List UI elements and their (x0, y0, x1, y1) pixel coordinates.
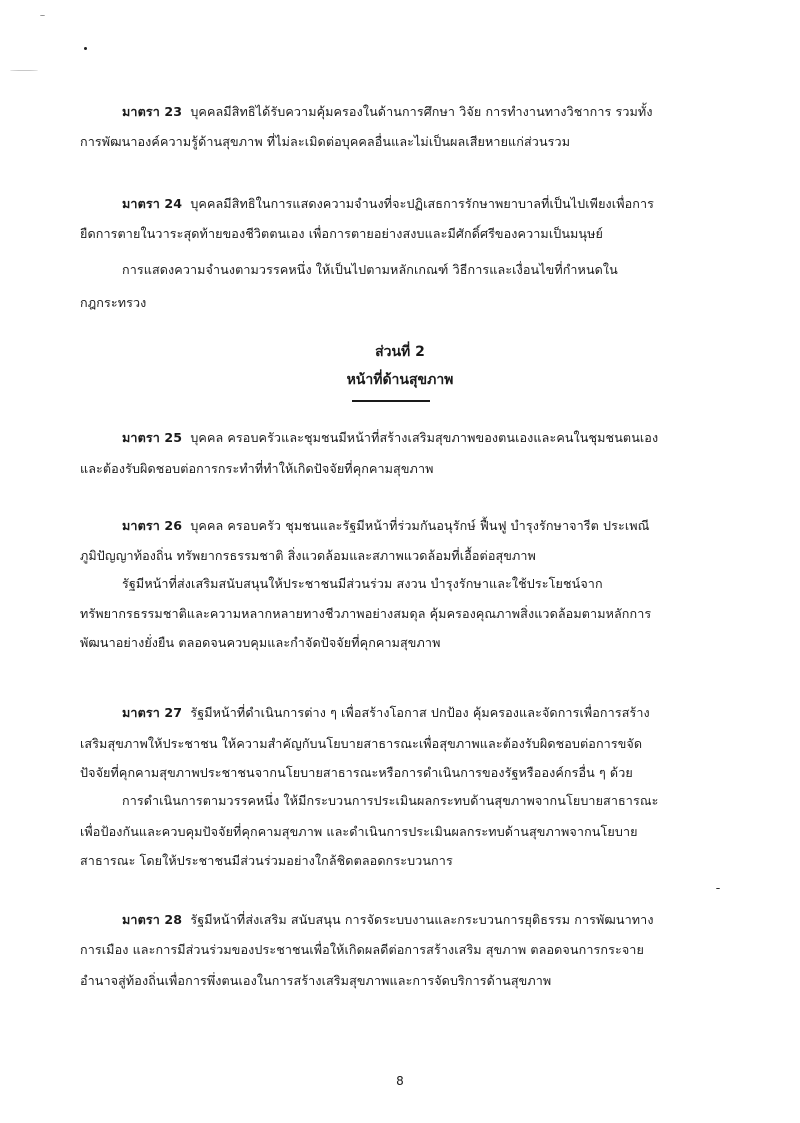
article-25-line-2: และต้องรับผิดชอบต่อการกระทำที่ทำให้เกิดปัจจัยที่คุกคามสุขภาพ (80, 461, 434, 476)
article-25-line-1 (122, 429, 658, 447)
article-23-line-1 (122, 103, 653, 121)
article-24-line-2: ยืดการตายในวาระสุดท้ายของชีวิตตนเอง เพื่อการตายอย่างสงบและมีศักดิ์ศรีของความเป็นมนุษย์ (80, 226, 604, 241)
article-24-line-1 (122, 195, 654, 213)
article-26-para-2-line-3: พัฒนาอย่างยั่งยืน ตลอดจนควบคุมและกำจัดปัจจัยที่คุกคามสุขภาพ (80, 635, 441, 650)
article-23-line-2: การพัฒนาองค์ความรู้ด้านสุขภาพ ที่ไม่ละเมิดต่อบุคคลอื่นและไม่เป็นผลเสียหายแก่ส่วนรวม (80, 134, 571, 149)
scan-speck (716, 888, 720, 889)
article-26-number: มาตรา 26 (122, 518, 183, 533)
article-28-line-2: การเมือง และการมีส่วนร่วมของประชาชนเพื่อให้เกิดผลดีต่อการสร้างเสริม สุขภาพ ตลอดจนการกระจาย (80, 942, 644, 957)
article-28-line-3: อำนาจสู่ท้องถิ่นเพื่อการพึ่งตนเองในการสร้างเสริมสุขภาพและการจัดบริการด้านสุขภาพ (80, 973, 552, 988)
article-25-text: บุคคล ครอบครัวและชุมชนมีหน้าที่สร้างเสริมสุขภาพของตนเองและคนในชุมชนตนเอง (190, 430, 659, 445)
article-27-para-2-line-2: เพื่อป้องกันและควบคุมปัจจัยที่คุกคามสุขภาพ และดำเนินการประเมินผลกระทบด้านสุขภาพจากนโยบาย (80, 824, 638, 839)
article-24-number: มาตรา 24 (122, 196, 183, 211)
article-26-para-2-line-2: ทรัพยากรธรรมชาติและความหลากหลายทางชีวภาพอย่างสมดุล คุ้มครองคุณภาพสิ่งแวดล้อมตามหลักการ (80, 606, 652, 621)
article-23-text: บุคคลมีสิทธิได้รับความคุ้มครองในด้านการศึกษา วิจัย การทำงานทางวิชาการ รวมทั้ง (190, 104, 653, 119)
part-heading: ส่วนที่ 2 (375, 344, 425, 360)
article-28-line-1 (122, 911, 654, 929)
article-27-line-1 (122, 704, 650, 722)
scan-speck (40, 15, 45, 16)
article-28-text: รัฐมีหน้าที่ส่งเสริม สนับสนุน การจัดระบบงานและกระบวนการยุติธรรม การพัฒนาทาง (190, 912, 654, 927)
article-25-number: มาตรา 25 (122, 430, 183, 445)
article-24-para-2-line-2: กฎกระทรวง (80, 295, 147, 310)
article-27-line-2: เสริมสุขภาพให้ประชาชน ให้ความสำคัญกับนโยบายสาธารณะเพื่อสุขภาพและต้องรับผิดชอบต่อการขจัด (80, 736, 643, 751)
article-27-number: มาตรา 27 (122, 705, 183, 720)
article-24-text: บุคคลมีสิทธิในการแสดงความจำนงที่จะปฏิเสธการรักษาพยาบาลที่เป็นไปเพียงเพื่อการ (190, 196, 655, 211)
article-27-line-3: ปัจจัยที่คุกคามสุขภาพประชาชนจากนโยบายสาธารณะหรือการดำเนินการของรัฐหรือองค์กรอื่น ๆ ด้วย (80, 765, 633, 780)
part-title: หน้าที่ด้านสุขภาพ (346, 372, 454, 388)
article-26-text: บุคคล ครอบครัว ชุมชนและรัฐมีหน้าที่ร่วมกันอนุรักษ์ ฟื้นฟู บำรุงรักษาจารีต ประเพณี (190, 518, 650, 533)
article-27-para-2-line-3: สาธารณะ โดยให้ประชาชนมีส่วนร่วมอย่างใกล้ชิดตลอดกระบวนการ (80, 853, 453, 868)
article-26-line-1 (122, 517, 649, 535)
scan-speck (10, 70, 38, 71)
heading-underline (352, 400, 430, 402)
article-28-number: มาตรา 28 (122, 912, 183, 927)
article-24-para-2-line-1: การแสดงความจำนงตามวรรคหนึ่ง ให้เป็นไปตามหลักเกณฑ์ วิธีการและเงื่อนไขที่กำหนดใน (122, 262, 618, 277)
article-27-text: รัฐมีหน้าที่ดำเนินการต่าง ๆ เพื่อสร้างโอกาส ปกป้อง คุ้มครองและจัดการเพื่อการสร้าง (190, 705, 650, 720)
scan-speck (84, 47, 87, 50)
article-26-para-2-line-1: รัฐมีหน้าที่ส่งเสริมสนับสนุนให้ประชาชนมีส่วนร่วม สงวน บำรุงรักษาและใช้ประโยชน์จาก (122, 576, 603, 591)
article-26-line-2: ภูมิปัญญาท้องถิ่น ทรัพยากรธรรมชาติ สิ่งแวดล้อมและสภาพแวดล้อมที่เอื้อต่อสุขภาพ (80, 548, 536, 563)
article-23-number: มาตรา 23 (122, 104, 183, 119)
article-27-para-2-line-1: การดำเนินการตามวรรคหนึ่ง ให้มีกระบวนการประเมินผลกระทบด้านสุขภาพจากนโยบายสาธารณะ (122, 793, 659, 808)
page-number: 8 (396, 1074, 404, 1088)
